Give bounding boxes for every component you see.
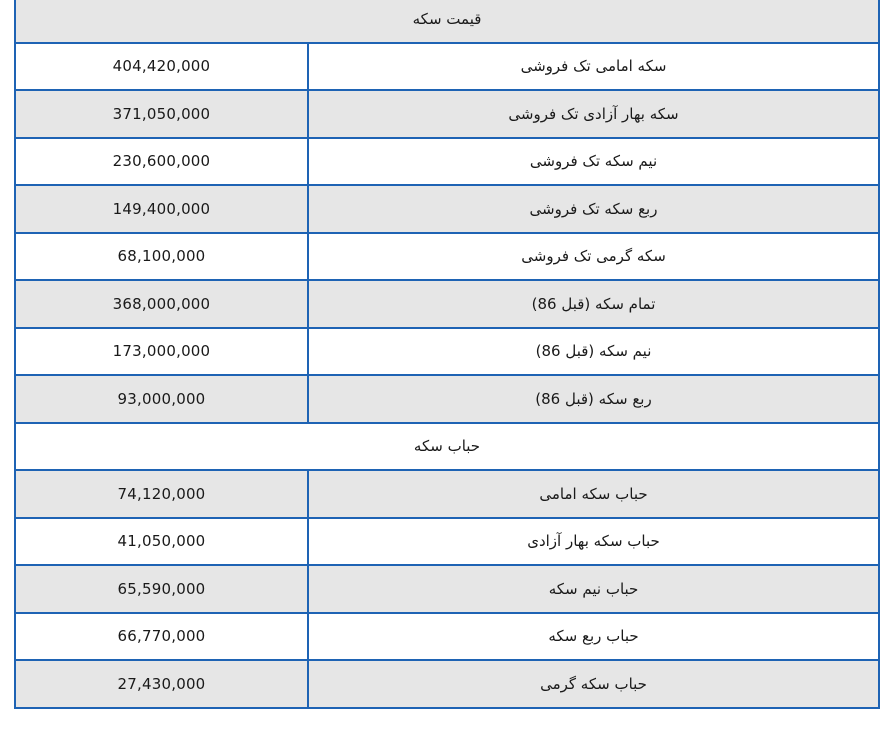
table-row bbox=[15, 90, 879, 138]
coin-label: نیم سکه (قبل 86) bbox=[308, 328, 879, 376]
section-header-row bbox=[15, 423, 879, 471]
bubble-value: 65,590,000 bbox=[15, 565, 308, 613]
price-value: 68,100,000 bbox=[15, 233, 308, 281]
table-row bbox=[15, 470, 879, 518]
coin-label: ربع سکه (قبل 86) bbox=[308, 375, 879, 423]
bubble-label: حباب سکه گرمی bbox=[308, 660, 879, 708]
bubble-value: 27,430,000 bbox=[15, 660, 308, 708]
price-value: 173,000,000 bbox=[15, 328, 308, 376]
coin-label: سکه امامی تک فروشی bbox=[308, 43, 879, 91]
section-header-row bbox=[15, 0, 879, 43]
table-row bbox=[15, 138, 879, 186]
coin-price-table bbox=[14, 0, 880, 709]
section-header-coin-bubble: حباب سکه bbox=[15, 423, 879, 471]
table-row bbox=[15, 233, 879, 281]
table-row bbox=[15, 518, 879, 566]
table-row bbox=[15, 613, 879, 661]
coin-label: سکه گرمی تک فروشی bbox=[308, 233, 879, 281]
bubble-value: 41,050,000 bbox=[15, 518, 308, 566]
coin-label: سکه بهار آزادی تک فروشی bbox=[308, 90, 879, 138]
bubble-value: 74,120,000 bbox=[15, 470, 308, 518]
table-row bbox=[15, 328, 879, 376]
table-row bbox=[15, 280, 879, 328]
bubble-label: حباب سکه بهار آزادی bbox=[308, 518, 879, 566]
price-value: 230,600,000 bbox=[15, 138, 308, 186]
section-header-coin-price: قیمت سکه bbox=[15, 0, 879, 43]
table-row bbox=[15, 185, 879, 233]
price-value: 371,050,000 bbox=[15, 90, 308, 138]
price-value: 368,000,000 bbox=[15, 280, 308, 328]
coin-label: تمام سکه (قبل 86) bbox=[308, 280, 879, 328]
coin-label: ربع سکه تک فروشی bbox=[308, 185, 879, 233]
bubble-value: 66,770,000 bbox=[15, 613, 308, 661]
bubble-label: حباب ربع سکه bbox=[308, 613, 879, 661]
table-row bbox=[15, 375, 879, 423]
coin-label: نیم سکه تک فروشی bbox=[308, 138, 879, 186]
bubble-label: حباب سکه امامی bbox=[308, 470, 879, 518]
price-value: 404,420,000 bbox=[15, 43, 308, 91]
table-row bbox=[15, 43, 879, 91]
price-value: 93,000,000 bbox=[15, 375, 308, 423]
price-value: 149,400,000 bbox=[15, 185, 308, 233]
table-row bbox=[15, 565, 879, 613]
bubble-label: حباب نیم سکه bbox=[308, 565, 879, 613]
table-row bbox=[15, 660, 879, 708]
